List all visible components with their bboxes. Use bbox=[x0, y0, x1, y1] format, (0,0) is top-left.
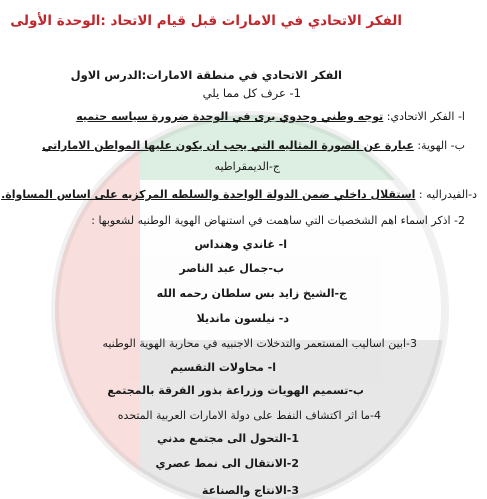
q1-item-b-label: ب- الهوية: bbox=[417, 139, 465, 152]
page-title: الفكر الاتحادي في الامارات قبل قيام الاتحاد :الوحدة الأولى bbox=[10, 13, 402, 29]
q2-answer-a: ا- غاندي وهنداس bbox=[194, 238, 287, 251]
q1-item-b-answer: عبارة عن الصورة المثاليه التي يجب ان يكون عليها المواطن الاماراتي bbox=[41, 139, 414, 152]
q3-answer-a: ا- محاولات التقسيم bbox=[170, 361, 276, 374]
q2-answer-b: ب-جمال عبد الناصر bbox=[179, 262, 284, 275]
q1-item-c bbox=[215, 161, 280, 174]
lesson-title: الفكر الاتحادي في منطقة الامارات:الدرس الاول bbox=[70, 68, 342, 82]
q4-answer-2: 2-الانتقال الى نمط عصري bbox=[155, 457, 299, 470]
q1-item-d-answer: استقلال داخلي ضمن الدولة الواحدة والسلطه المركزيه على اساس المساواة. bbox=[1, 188, 416, 201]
question-1-prompt: 1- عرف كل مما يلي bbox=[202, 86, 301, 100]
q3-answer-b: ب-تسميم الهويات وزراعة بذور الفرقة بالمجتمع bbox=[107, 384, 364, 397]
q1-item-d-label: د-الفيدراليه : bbox=[418, 188, 477, 201]
q4-answer-3: 3-الانتاج والصناعة bbox=[201, 484, 299, 497]
q1-item-a-label: ا- الفكر الاتحادي: bbox=[386, 110, 465, 123]
question-3-prompt: 3-ابين اساليب المستعمر والتدخلات الاجنبيه في محاربة الهوية الوطنيه bbox=[102, 337, 417, 350]
q2-answer-d: د- نيلسون مانديلا bbox=[196, 312, 289, 325]
q1-item-d bbox=[1, 189, 477, 202]
q1-item-a bbox=[76, 111, 465, 124]
q2-answer-c: ج-الشيخ زايد بس سلطان رحمه الله bbox=[156, 287, 347, 300]
q1-item-a-answer: توجه وطني وحدوي يرى في الوحدة ضرورة سياسه حتميه bbox=[76, 110, 384, 123]
question-2-prompt: 2- اذكر اسماء اهم الشخصيات التي ساهمت في استنهاض الهوية الوطنيه لشعوبها : bbox=[91, 214, 465, 227]
q1-item-b bbox=[42, 140, 465, 153]
question-4-prompt: 4-ما اثر اكتشاف النفط على دولة الامارات العربية المتحده bbox=[117, 409, 381, 422]
q4-answer-1: 1-التحول الى مجتمع مدني bbox=[156, 432, 299, 445]
q1-item-c-label: ج-الديمقراطيه bbox=[214, 160, 280, 173]
